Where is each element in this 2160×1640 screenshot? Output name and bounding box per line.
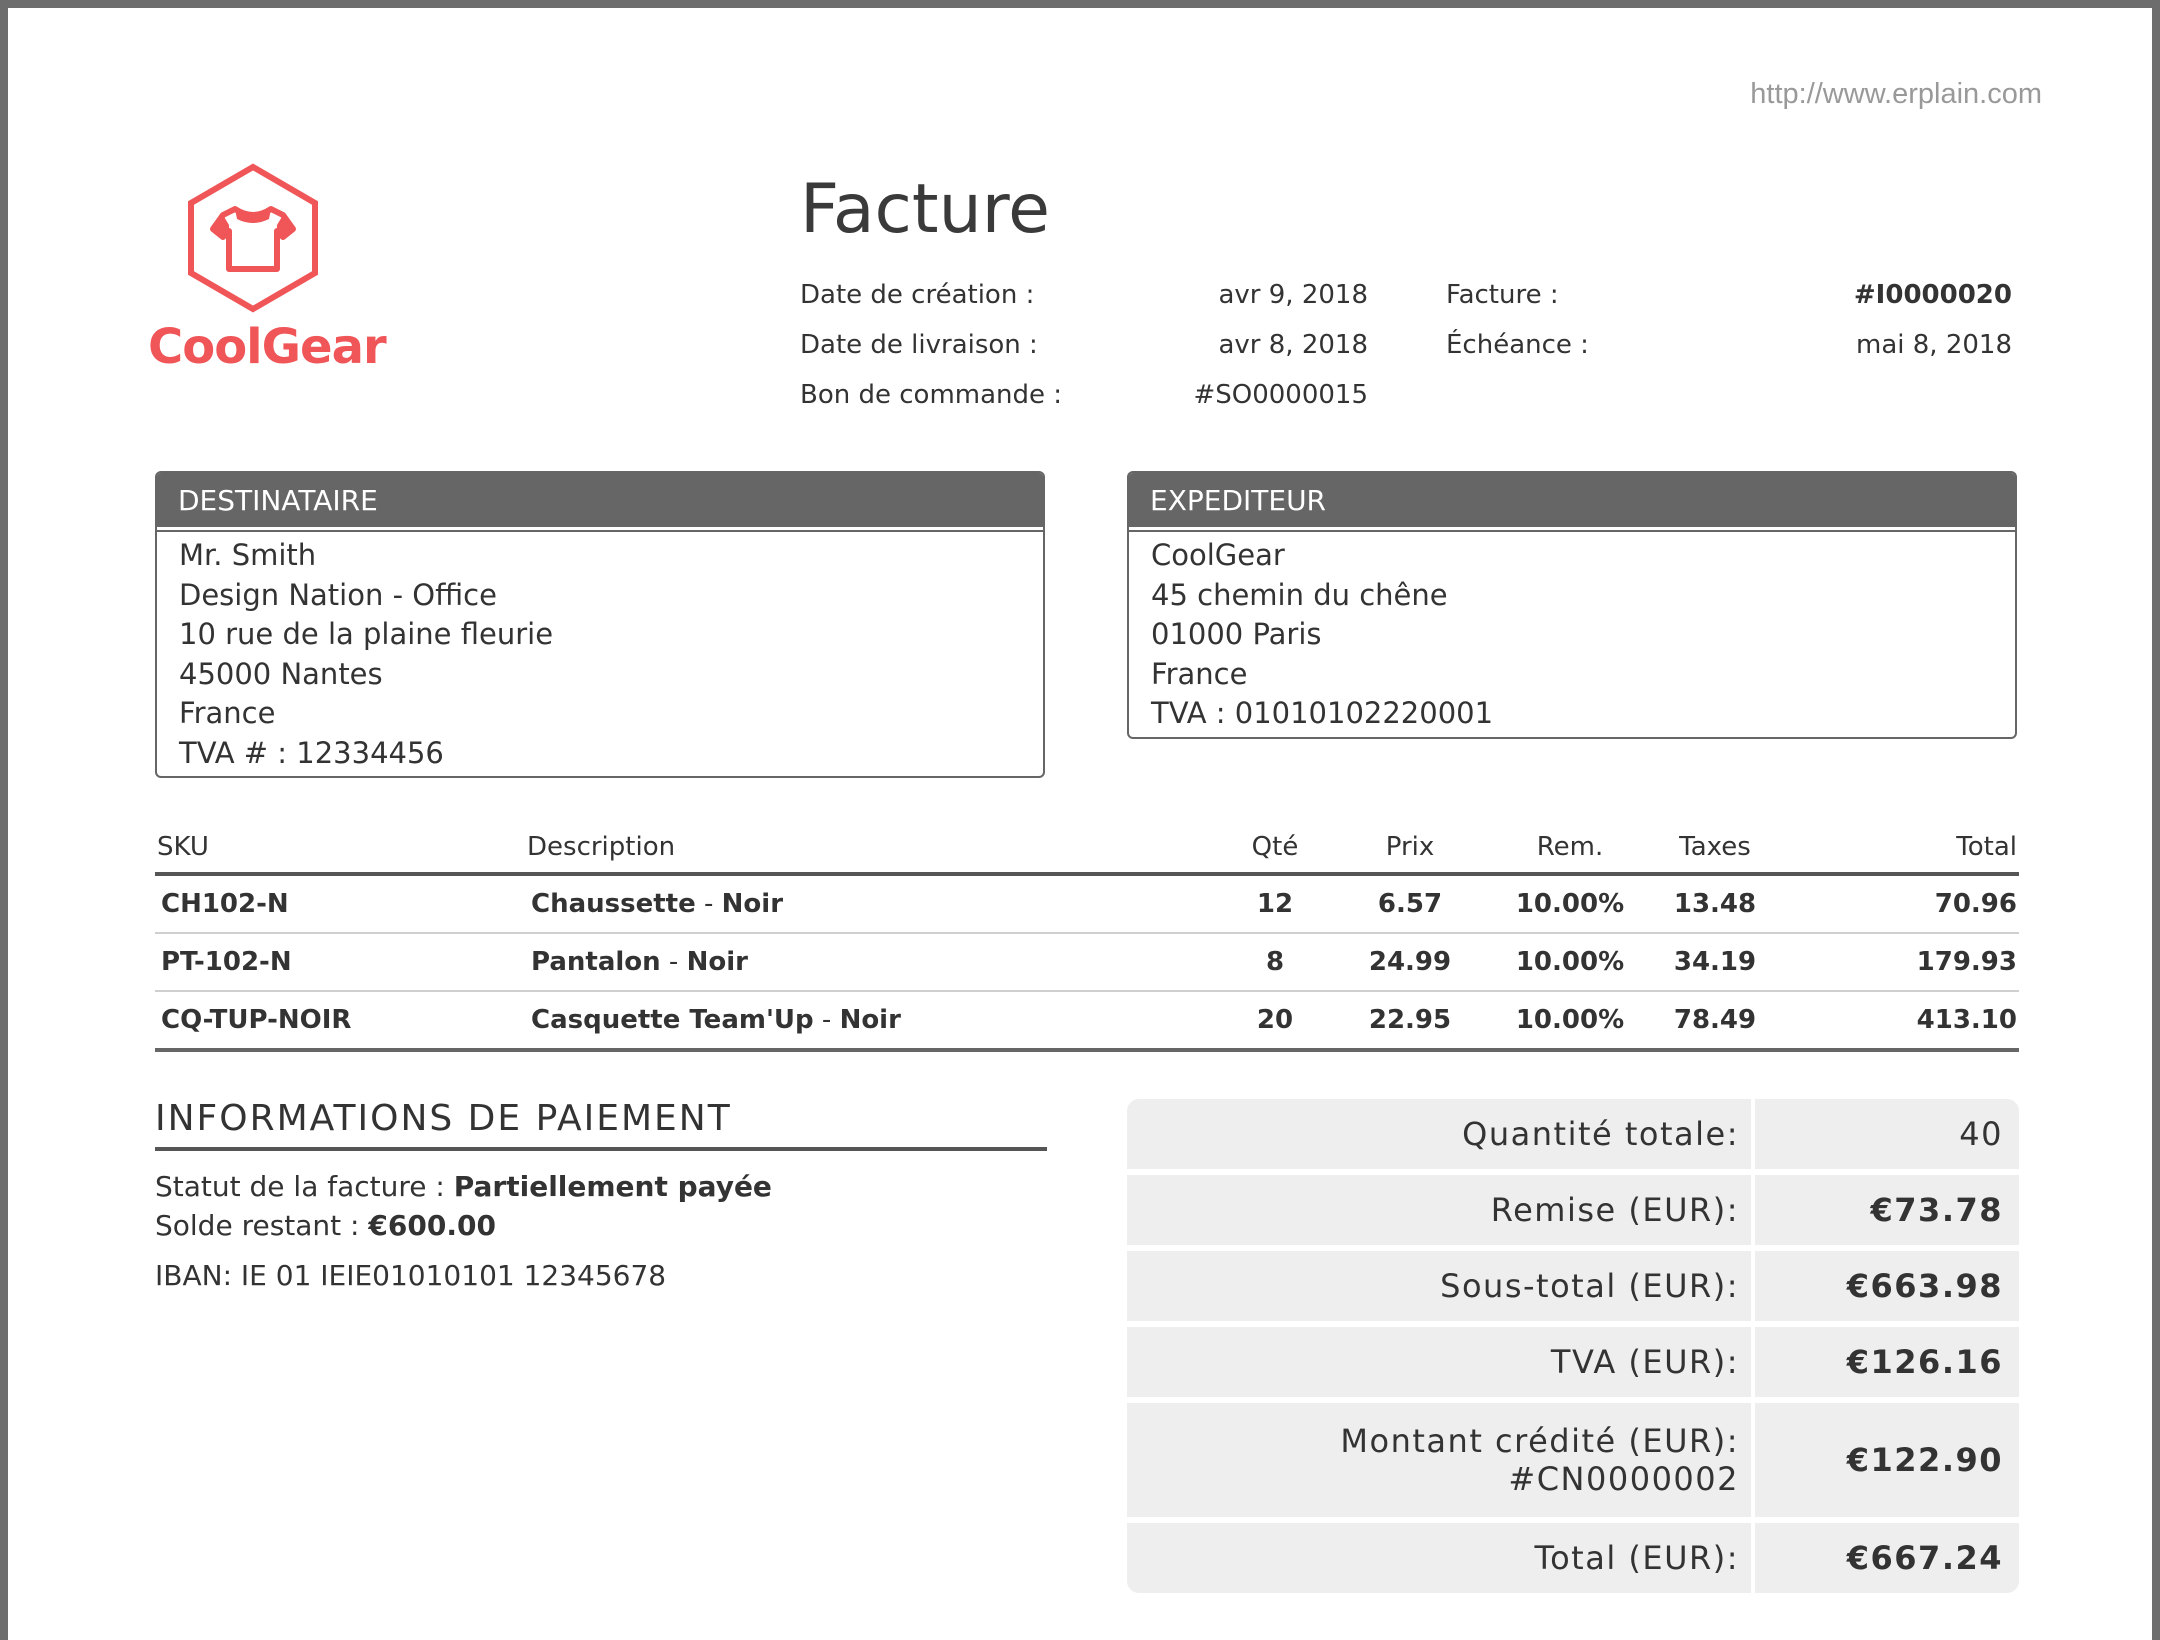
- total-quantity-value: 40: [1959, 1115, 2003, 1153]
- cell-sku: CQ-TUP-NOIR: [155, 991, 525, 1050]
- cell-description: [525, 991, 1215, 1050]
- column-header-sku: SKU: [155, 832, 525, 874]
- meta-row-due-date: [1446, 330, 2012, 380]
- cell-description: [525, 874, 1215, 933]
- document-title: Facture: [800, 170, 1050, 249]
- table-row: [155, 933, 2019, 991]
- grand-total-label: Total (EUR):: [1534, 1539, 1739, 1577]
- company-name: CoolGear: [148, 319, 386, 375]
- meta-label: Facture :: [1446, 280, 1559, 310]
- remaining-balance: [155, 1206, 1047, 1245]
- credit-note-reference: #CN0000002: [1508, 1460, 1739, 1498]
- item-variant: Noir: [721, 889, 784, 919]
- address-line: Design Nation - Office: [179, 577, 497, 612]
- meta-label: Date de création :: [800, 280, 1035, 310]
- vat-label: TVA (EUR):: [1550, 1343, 1739, 1381]
- item-name: Pantalon: [531, 947, 661, 977]
- sender-box: [1127, 471, 2017, 739]
- cell-total: 413.10: [1775, 991, 2019, 1050]
- payment-details: [155, 1167, 1047, 1245]
- cell-price: 6.57: [1335, 874, 1485, 933]
- credited-amount-value: €122.90: [1846, 1441, 2003, 1479]
- address-line: 45 chemin du chêne: [1151, 577, 1448, 612]
- meta-row-creation-date: [800, 280, 1368, 330]
- cell-price: 24.99: [1335, 933, 1485, 991]
- subtotal-row: [1127, 1251, 2019, 1327]
- remaining-balance-value: €600.00: [368, 1209, 496, 1242]
- invoice-meta-right: [1446, 280, 2012, 380]
- column-header-price: Prix: [1335, 832, 1485, 874]
- meta-label: Bon de commande :: [800, 380, 1063, 410]
- item-name: Chaussette: [531, 889, 696, 919]
- cell-taxes: 34.19: [1655, 933, 1775, 991]
- subtotal-label: Sous-total (EUR):: [1440, 1267, 1739, 1305]
- item-separator: -: [695, 889, 722, 919]
- cell-sku: CH102-N: [155, 874, 525, 933]
- item-variant: Noir: [686, 947, 748, 977]
- address-line: TVA : 01010102220001: [1151, 696, 1494, 730]
- remaining-balance-label: Solde restant :: [155, 1209, 360, 1242]
- meta-value: avr 9, 2018: [1218, 280, 1368, 310]
- address-line: TVA # : 12334456: [179, 735, 444, 770]
- address-line: France: [179, 696, 276, 730]
- cell-qty: 20: [1215, 991, 1335, 1050]
- payment-info-title: INFORMATIONS DE PAIEMENT: [155, 1098, 1047, 1151]
- column-header-description: Description: [525, 832, 1215, 874]
- iban: IBAN: IE 01 IEIE01010101 12345678: [155, 1259, 667, 1292]
- recipient-address: [157, 530, 1043, 773]
- meta-label: Échéance :: [1446, 330, 1589, 360]
- sender-address: [1129, 530, 2015, 734]
- invoice-status-label: Statut de la facture :: [155, 1170, 445, 1203]
- total-quantity-label: Quantité totale:: [1462, 1115, 1739, 1153]
- invoice-status-value: Partiellement payée: [453, 1170, 772, 1203]
- totals-summary: [1127, 1099, 2019, 1593]
- total-quantity-row: [1127, 1099, 2019, 1175]
- address-line: 45000 Nantes: [179, 656, 383, 691]
- line-items-table: [155, 832, 2019, 1052]
- discount-label: Remise (EUR):: [1490, 1191, 1739, 1229]
- cell-total: 179.93: [1775, 933, 2019, 991]
- meta-value: #SO0000015: [1193, 380, 1368, 410]
- column-header-discount: Rem.: [1485, 832, 1655, 874]
- meta-row-invoice-number: [1446, 280, 2012, 330]
- cell-taxes: 13.48: [1655, 874, 1775, 933]
- cell-qty: 8: [1215, 933, 1335, 991]
- website-url[interactable]: http://www.erplain.com: [1750, 78, 2042, 110]
- cell-discount: 10.00%: [1485, 874, 1655, 933]
- meta-value: mai 8, 2018: [1856, 330, 2012, 360]
- item-variant: Noir: [839, 1005, 901, 1035]
- meta-row-delivery-date: [800, 330, 1368, 380]
- credited-amount-row: [1127, 1403, 2019, 1523]
- vat-row: [1127, 1327, 2019, 1403]
- recipient-header: DESTINATAIRE: [157, 473, 1043, 530]
- item-name: Casquette Team'Up: [531, 1005, 814, 1035]
- grand-total-row: [1127, 1523, 2019, 1593]
- discount-row: [1127, 1175, 2019, 1251]
- meta-row-purchase-order: [800, 380, 1368, 430]
- credited-amount-label: [1127, 1422, 1751, 1498]
- meta-value: #I0000020: [1853, 280, 2012, 310]
- cell-discount: 10.00%: [1485, 991, 1655, 1050]
- address-line: 01000 Paris: [1151, 617, 1322, 651]
- discount-value: €73.78: [1870, 1191, 2003, 1229]
- cell-price: 22.95: [1335, 991, 1485, 1050]
- table-row: [155, 874, 2019, 933]
- sender-header: EXPEDITEUR: [1129, 473, 2015, 530]
- address-line: France: [1151, 656, 1248, 691]
- cell-discount: 10.00%: [1485, 933, 1655, 991]
- cell-sku: PT-102-N: [155, 933, 525, 991]
- vat-value: €126.16: [1846, 1343, 2003, 1381]
- grand-total-value: €667.24: [1846, 1539, 2003, 1577]
- invoice-meta-left: [800, 280, 1368, 430]
- column-header-taxes: Taxes: [1655, 832, 1775, 874]
- cell-description: [525, 933, 1215, 991]
- address-line: CoolGear: [1151, 538, 1285, 572]
- column-header-total: Total: [1775, 832, 2019, 874]
- tshirt-hexagon-icon: [183, 163, 323, 313]
- address-line: 10 rue de la plaine fleurie: [179, 617, 554, 651]
- credited-amount-label-text: Montant crédité (EUR):: [1340, 1422, 1739, 1460]
- invoice-status: [155, 1167, 1047, 1206]
- table-header-row: [155, 832, 2019, 874]
- item-separator: -: [660, 947, 687, 977]
- item-separator: -: [813, 1005, 840, 1035]
- column-header-qty: Qté: [1215, 832, 1335, 874]
- meta-label: Date de livraison :: [800, 330, 1038, 360]
- subtotal-value: €663.98: [1846, 1267, 2003, 1305]
- cell-qty: 12: [1215, 874, 1335, 933]
- meta-value: avr 8, 2018: [1218, 330, 1368, 360]
- recipient-box: [155, 471, 1045, 778]
- company-logo: [148, 163, 386, 375]
- cell-taxes: 78.49: [1655, 991, 1775, 1050]
- address-line: Mr. Smith: [179, 538, 317, 572]
- table-row: [155, 991, 2019, 1050]
- cell-total: 70.96: [1775, 874, 2019, 933]
- payment-info: [155, 1098, 1047, 1292]
